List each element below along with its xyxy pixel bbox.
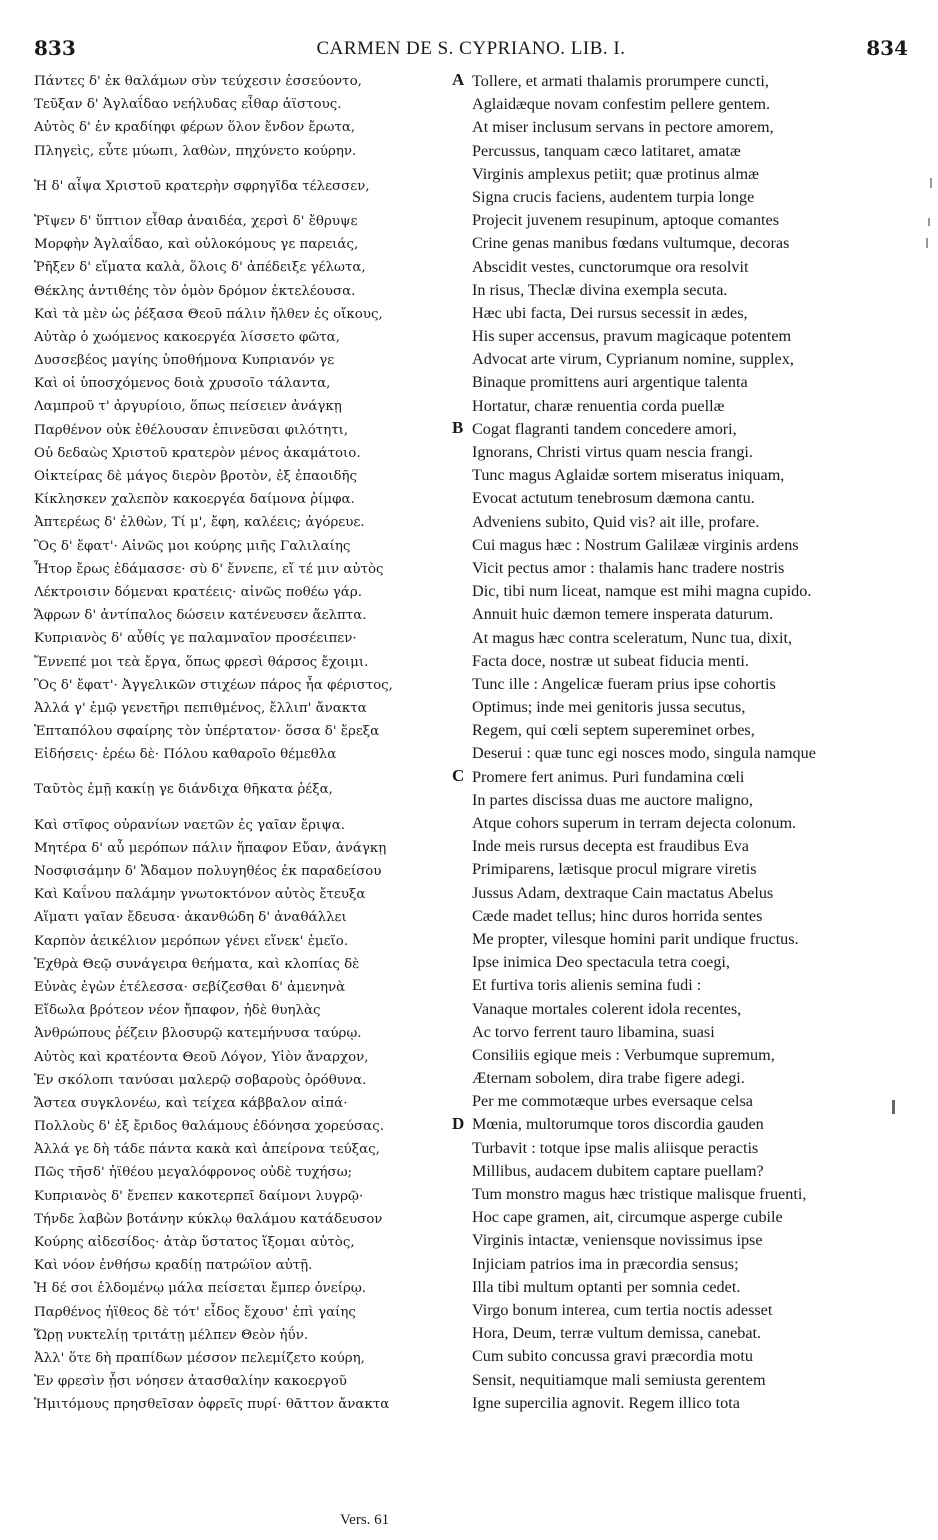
latin-verse-line: Tum monstro magus hæc tristique malisque fruenti,	[472, 1185, 807, 1203]
greek-verse-line: Ἡμιτόμους πρησθεῖσαν ὀφρεῖς πυρί· θᾶττον ἄνακτα	[34, 1397, 390, 1413]
latin-verse-line: Evocat actutum tenebrosum dæmona cantu.	[472, 489, 755, 508]
footer-note: Vers. 61	[340, 1512, 390, 1528]
latin-verse-line: Inde meis rursus decepta est fraudibus Eva	[472, 837, 749, 856]
latin-verse-line: Deserui : quæ tunc egi nosces modo, singula namque	[472, 744, 816, 763]
latin-verse-line: Promere fert animus. Puri fundamina cœli	[472, 767, 745, 786]
greek-verse-line: Δυσσεβέος μαγίης ὑποθήμονα Κυπριανόν γε	[34, 353, 335, 369]
greek-verse-line: Ῥῖψεν δ' ὕπτιον εἶθαρ ἀναιδέα, χερσὶ δ' ἔθρυψε	[34, 213, 358, 229]
stanza-gap	[34, 163, 452, 175]
greek-verse-line: Καὶ Καΐνου παλάμην γνωτοκτόνον αὐτὸς ἔτευξα	[34, 887, 366, 903]
page-header	[34, 36, 908, 62]
latin-verse-line: Virgo bonum interea, cum tertia noctis adesset	[472, 1300, 773, 1319]
latin-verse-line: Hoc cape gramen, ait, circumque asperge cubile	[472, 1208, 783, 1227]
greek-verse-line: Οἰκτείρας δὲ μάγος διερὸν βροτὸν, ἐξ ἐπαοιδῆς	[34, 469, 358, 484]
greek-verse-line: Καρπὸν ἀεικέλιον μερόπων γένει εἵνεκ' ἐμεῖο.	[34, 933, 349, 949]
greek-verse-line: Κούρης αἰδεσίδος· ἀτὰρ ὕστατος ἵξομαι αὐτὸς,	[34, 1235, 355, 1250]
latin-verse-line: Adveniens subito, Quid vis? ait ille, profare.	[472, 512, 760, 531]
greek-verse-line: Πῶς τῆσδ' ἠϊθέου μεγαλόφρονος οὐδὲ τυχήσω;	[34, 1165, 353, 1181]
latin-verse-line: Illa tibi multum optanti per somnia cedet.	[472, 1277, 741, 1296]
greek-verse-line: Καὶ νόον ἐνθήσω κραδίῃ πατρώϊον αὐτῇ.	[34, 1258, 313, 1274]
latin-verse-line: Consiliis egique meis : Verbumque supremum,	[472, 1045, 775, 1064]
greek-verse-line: Παρθένος ἠϊθεος δὲ τότ' εἶδος ἔχουσ' ἐπὶ γαίης	[34, 1304, 356, 1320]
greek-verse-line: Παρθένον οὐκ ἐθέλουσαν ἐπινεῦσαι φιλότητι,	[34, 422, 349, 438]
greek-verse-line: Κίκλησκεν χαλεπὸν κακοεργέα δαίμονα ῥίμφα.	[34, 492, 355, 508]
greek-verse-line: Εἴδωλα βρότεον νέον ἤπαφον, ἠδὲ θυηλὰς	[34, 1003, 321, 1019]
greek-verse-line: Εἰδήσεις· ἐρέω δὲ· Πόλου καθαροῖο θέμεθλα	[34, 747, 337, 763]
latin-verse-line: Virginis intactæ, veniensque novissimus ipse	[472, 1231, 763, 1250]
latin-verse-line: Æternam sobolem, dira trabe figere adegi.	[472, 1069, 745, 1088]
latin-verse-line: Crine genas manibus fœdans vultumque, decoras	[472, 234, 790, 253]
greek-text-column	[34, 70, 452, 1417]
margin-marker-c: C	[452, 766, 465, 785]
greek-verse-line: Μορφὴν Ἀγλαΐδαο, καὶ οὐλοκόμους γε παρειάς,	[34, 237, 359, 253]
latin-verse-line: Vanaque mortales colerent idola recentes,	[472, 999, 742, 1018]
latin-text-column	[472, 70, 912, 1415]
latin-verse-line: Cum subito concussa gravi præcordia motu	[472, 1347, 753, 1366]
greek-verse-line: Αἵματι γαῖαν ἔδευσα· ἀκανθώδη δ' ἀναθάλλει	[34, 910, 347, 926]
greek-verse-line: Τήνδε λαβὼν βοτάνην κύκλῳ θαλάμου κατάδευσον	[34, 1211, 383, 1227]
greek-verse-line: Καὶ οἱ ὑποσχόμενος δοιὰ χρυσοῖο τάλαντα,	[34, 376, 331, 392]
greek-verse-line: Ἄφρων δ' ἀντίπαλος δώσειν κατένευσεν ἄελπτα.	[34, 608, 367, 624]
margin-speck	[892, 1100, 895, 1114]
latin-verse-line: Hora, Deum, terræ vultum demissa, canebat.	[472, 1324, 762, 1343]
latin-verse-line: Primiparens, lætisque procul migrare viretis	[472, 860, 757, 879]
greek-verse-line: Ἐν φρεσὶν ᾗσι νόησεν ἀτασθαλίην κακοεργοῦ	[34, 1374, 347, 1390]
margin-marker-a: A	[452, 70, 465, 89]
margin-speck	[926, 238, 928, 248]
right-page-number: 834	[866, 36, 908, 60]
latin-verse-line: At magus hæc contra sceleratum, Nunc tua, dixit,	[472, 628, 793, 647]
latin-verse-line: Signa crucis faciens, audentem turpia longe	[472, 187, 755, 206]
latin-verse-line: Cæde madet tellus; hinc duros horrida sentes	[472, 906, 763, 925]
greek-verse-line: Ἡ δ' αἶψα Χριστοῦ κρατερὴν σφρηγῖδα τέλεσσεν,	[34, 178, 370, 194]
latin-verse-line: Regem, qui cœli septem supereminet orbes,	[472, 721, 755, 740]
margin-speck	[928, 218, 930, 226]
left-page-number: 833	[34, 36, 76, 60]
latin-verse-line: Cui magus hæc : Nostrum Galilææ virginis ardens	[472, 535, 799, 554]
greek-verse-line: Πολλοὺς δ' ἐξ ἔριδος θαλάμους ἐδόνησα χορεύσας.	[34, 1119, 384, 1135]
latin-verse-line: Me propter, vilesque homini parit undique fructus.	[472, 929, 799, 948]
greek-verse-line: Κυπριανὸς δ' ἔνεπεν κακοτερπεῖ δαίμονι λυγρῷ·	[34, 1188, 364, 1204]
latin-verse-line: Advocat arte virum, Cyprianum nomine, supplex,	[472, 350, 794, 369]
latin-verse-line: Abscidit vestes, cunctorumque ora resolvit	[472, 257, 749, 276]
greek-verse-line: Ἔννεπέ μοι τεὰ ἔργα, ὅπως φρεσὶ θάρσος ἔχοιμι.	[34, 654, 369, 670]
latin-verse-line: His super accensus, pravum magicaque potentem	[472, 327, 792, 346]
latin-verse-line: Annuit huic dæmon temere insperata daturum.	[472, 605, 774, 624]
greek-verse-line: Ῥῆξεν δ' εἵματα καλὰ, ὅλοις δ' ἀπέδειξε γέλωτα,	[34, 260, 366, 276]
greek-verse-line: Αὐτὸς δ' ἐν κραδίηφι φέρων ὅλον ἔνδον ἔρωτα,	[34, 120, 356, 136]
latin-verse-line: Dic, tibi num liceat, namque est mihi magna cupido.	[472, 582, 812, 601]
greek-verse-line: Ἀπτερέως δ' ἐλθὼν, Τί μ', ἔφη, καλέεις; ἀγόρευε.	[34, 515, 365, 531]
greek-verse-line: Εὐνὰς ἐγὼν ἐτέλεσσα· σεβίζεσθαι δ' ἀμενηνὰ	[34, 979, 346, 995]
greek-verse-line: Ὃς δ' ἔφατ'· Ἀγγελικῶν στιχέων πάρος ἦα φέριστος,	[34, 677, 393, 693]
latin-verse-line: Atque cohors superum in terram dejecta colonum.	[472, 814, 797, 832]
stanza-gap	[34, 766, 452, 778]
greek-verse-line: Ἐπταπόλου σφαίρης τὸν ὑπέρτατον· ὅσσα δ' ἔρεξα	[34, 724, 380, 740]
latin-verse-line: Tunc ille : Angelicæ fueram prius ipse cohortis	[472, 674, 776, 693]
latin-verse-line: Tunc magus Aglaidæ sortem miseratus iniquam,	[472, 466, 785, 485]
greek-verse-line: Τεῦξαν δ' Ἀγλαΐδαο νεήλυδας εἶθαρ ἀϊστους.	[34, 97, 342, 113]
latin-verse-line: Virginis amplexus petiit; quæ protinus almæ	[472, 164, 759, 183]
stanza-gap	[34, 198, 452, 210]
latin-verse-line: Sensit, nequitiamque mali semiusta gerentem	[472, 1370, 766, 1389]
greek-verse-line: Θέκλης ἀντιθέης τὸν ὁμὸν δρόμον ἐκτελέουσα.	[34, 283, 356, 299]
greek-verse-line: Νοσφισάμην δ' Ἄδαμον πολυγηθέος ἐκ παραδείσου	[34, 864, 382, 879]
greek-verse-line: Κυπριανὸς δ' αὖθίς γε παλαμναῖον προσέειπεν·	[34, 631, 357, 647]
latin-verse-line: At miser inclusum servans in pectore amorem,	[472, 118, 774, 137]
latin-verse-line: Mœnia, multorumque toros discordia gauden	[472, 1115, 764, 1134]
latin-verse-line: Millibus, audacem dubitem captare puellam?	[472, 1161, 764, 1180]
latin-verse-line: In partes discissa duas me auctore maligno,	[472, 790, 753, 809]
greek-verse-line: Αὐτὸς καὶ κρατέοντα Θεοῦ Λόγον, Υἱὸν ἄναρχον,	[34, 1049, 369, 1065]
greek-verse-line: Πάντες δ' ἐκ θαλάμων σὺν τεύχεσιν ἐσσεύοντο,	[34, 74, 362, 89]
greek-verse-line: Πληγεὶς, εὖτε μύωπι, λαθὼν, πηχύνετο κούρην.	[34, 143, 357, 159]
latin-verse-line: Hæc ubi facta, Dei rursus secessit in ædes,	[472, 303, 748, 322]
latin-verse-line: Percussus, tanquam cæco latitaret, amatæ	[472, 141, 741, 160]
greek-verse-line: Ἐν σκόλοπι τανύσαι μαλερῷ σοβαροὺς ὀρόθυνα.	[34, 1072, 367, 1088]
latin-verse-line: Tollere, et armati thalamis prorumpere cuncti,	[472, 72, 769, 90]
latin-verse-line: Ignorans, Christi virtus quam nescia frangi.	[472, 443, 753, 461]
greek-verse-line: Μητέρα δ' αὖ μερόπων πάλιν ἥπαφον Εὔαν, ἀνάγκῃ	[34, 840, 387, 856]
latin-verse-line: Per me commotæque urbes eversaque celsa	[472, 1092, 753, 1111]
latin-verse-line: Projecit juvenem resupinum, aptoque comantes	[472, 211, 780, 230]
latin-verse-line: Injiciam patrios ima in præcordia sensus;	[472, 1254, 739, 1273]
margin-marker-d: D	[452, 1114, 465, 1133]
greek-verse-line: Ἀλλά γε δὴ τάδε πάντα κακὰ καὶ ἀπείρονα τεύξας,	[34, 1142, 380, 1158]
greek-verse-line: Λέκτροισιν δόμεναι κρατέεις· αἰνῶς ποθέω γάρ.	[34, 584, 362, 600]
greek-verse-line: Ἡ δέ σοι ἑλδομένῳ μάλα πείσεται ἔμπερ ὀνείρῳ.	[34, 1281, 367, 1297]
greek-verse-line: Ἀνθρώπους ῥέζειν βλοσυρῷ κατεμήνυσα ταύρῳ.	[34, 1026, 362, 1042]
margin-speck	[930, 178, 932, 188]
latin-verse-line: Et furtiva toris alienis semina fudi :	[472, 976, 702, 995]
latin-verse-line: Jussus Adam, dextraque Cain mactatus Abelus	[472, 883, 774, 902]
running-title: CARMEN DE S. CYPRIANO. LIB. I.	[316, 38, 626, 59]
greek-verse-line: Ἀλλ' ὅτε δὴ πραπίδων μέσσον πελεμίζετο κούρη,	[34, 1350, 365, 1366]
latin-verse-line: Optimus; inde mei genitoris jussa secutus,	[472, 698, 746, 717]
greek-verse-line: Ἄστεα συγκλονέω, καὶ τείχεα κάββαλον αἰπά·	[34, 1095, 348, 1111]
stanza-gap	[34, 802, 452, 814]
margin-marker-b: B	[452, 418, 464, 437]
latin-verse-line: Ipse inimica Deo spectacula tetra coegi,	[472, 953, 730, 972]
latin-verse-line: In risus, Theclæ divina exempla secuta.	[472, 280, 728, 299]
greek-verse-line: Ὃς δ' ἔφατ'· Αἰνῶς μοι κούρης μιῆς Γαλιλαίης	[34, 538, 351, 554]
latin-verse-line: Cogat flagranti tandem concedere amori,	[472, 419, 737, 438]
latin-verse-line: Turbavit : totque ipse malis aliisque peractis	[472, 1138, 759, 1157]
greek-verse-line: Ἀλλά γ' ἐμῷ γενετῆρι πεπιθμένος, ἔλλιπ' ἄνακτα	[34, 700, 367, 716]
latin-verse-line: Ac torvo ferrent tauro libamina, suasi	[472, 1022, 715, 1041]
greek-verse-line: Οὐ δεδαὼς Χριστοῦ κρατερὸν μένος ἀκαμάτοιο.	[34, 445, 361, 461]
greek-verse-line: Ταῦτὸς ἐμῇ κακίῃ γε διάνδιχα θῆκατα ῥέξα,	[34, 782, 333, 798]
greek-verse-line: Λαμπροῦ τ' ἀργυρίοιο, ὅπως πείσειεν ἀνάγκῃ	[34, 399, 342, 415]
latin-verse-line: Hortatur, charæ renuentia corda puellæ	[472, 396, 725, 415]
greek-verse-line: Ἦτορ ἔρως ἐδάμασσε· σὺ δ' ἔννεπε, εἴ τέ μιν αὐτὸς	[34, 561, 384, 577]
latin-verse-line: Facta doce, nostræ ut subeat fiducia menti.	[472, 651, 749, 670]
greek-verse-line: Αὐτὰρ ὁ χωόμενος κακοεργέα λίσσετο φῶτα,	[34, 329, 340, 345]
latin-verse-line: Vicit pectus amor : thalamis hanc tradere nostris	[472, 558, 785, 577]
latin-verse-line: Igne supercilia agnovit. Regem illico tota	[472, 1393, 740, 1412]
latin-verse-line: Binaque promittens auri argentique talenta	[472, 373, 748, 392]
latin-verse-line: Aglaidæque novam confestim pellere gentem.	[472, 95, 771, 114]
greek-verse-line: Ὥρῃ νυκτελίῃ τριτάτῃ μέλπεν Θεὸν ἠΰν.	[34, 1327, 309, 1343]
greek-verse-line: Καὶ τὰ μὲν ὡς ῥέξασα Θεοῦ πάλιν ἤλθεν ἐς οἴκους,	[34, 306, 383, 322]
greek-verse-line: Καὶ στῖφος οὐρανίων ναετῶν ἐς γαῖαν ἔριψα.	[34, 817, 345, 833]
greek-verse-line: Ἐχθρὰ Θεῷ συνάγειρα θεήματα, καὶ κλοπίας δὲ	[34, 956, 360, 972]
